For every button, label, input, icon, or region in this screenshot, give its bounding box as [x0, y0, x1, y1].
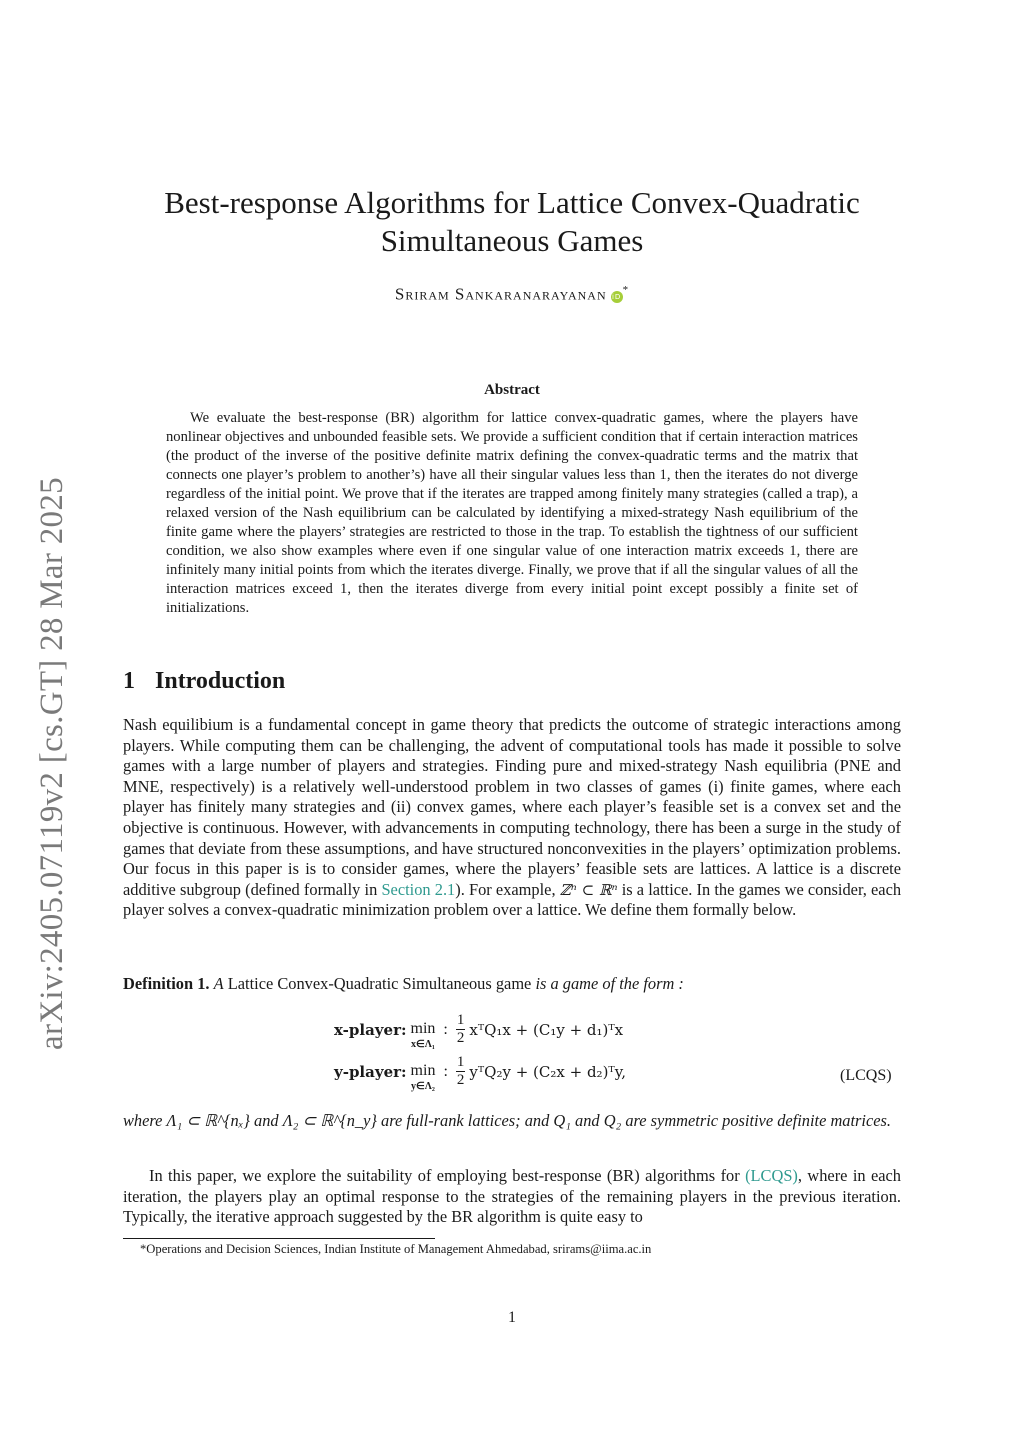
- y-colon: :: [443, 1063, 448, 1080]
- orcid-icon[interactable]: iD: [611, 292, 622, 301]
- lcqs-link[interactable]: (LCQS): [745, 1166, 798, 1185]
- title-line-1: Best-response Algorithms for Lattice Convex-Quadratic: [164, 185, 860, 220]
- equation-label: (LCQS): [840, 1067, 892, 1084]
- x-min-operator: min: [410, 1020, 436, 1037]
- y-min-subscript: y∈Λ₂: [411, 1081, 435, 1092]
- section-heading: [123, 668, 285, 695]
- section-number: 1: [123, 668, 135, 694]
- br-text-1: In this paper, we explore the suitability of employing best-response (BR) algorithms for: [149, 1166, 746, 1185]
- footnote: *Operations and Decision Sciences, Indian Institute of Management Ahmedabad, srirams@iima.ac.in: [140, 1242, 652, 1256]
- y-objective: yᵀQ₂y + (C₂x + d₂)ᵀy,: [469, 1063, 626, 1081]
- intro-text-1: Nash equilibium is a fundamental concept in game theory that predicts the outcome of strategic interactions among players. While computing them can be challenging, the advent of computational tools has made it possible to solve games with a large number of players and strategies. Finding pure and mixed-strategy Nash equilibria (PNE and MNE, respectively) is a relatively well-understood problem in two classes of games (i) finite games, where each player has finitely many strategies and (ii) convex games, where each player’s feasible set is a convex set and the objective is continuous. However, with advancements in computing technology, there has been a surge in the study of games that deviate from these assumptions, and have structured nonconvexities in the players’ optimization problems. Our focus in this paper is is to consider games, where the players’ feasible sets are lattices. A lattice is a discrete additive subgroup (defined formally in: [123, 715, 901, 899]
- title-line-2: Simultaneous Games: [380, 223, 644, 258]
- footnote-rule: [123, 1238, 435, 1239]
- definition-post: is a game of the form :: [535, 974, 684, 993]
- x-colon: :: [443, 1021, 448, 1038]
- intro-text-2: ). For example,: [455, 879, 560, 899]
- y-half-fraction: $\frac{1}{2}$: [456, 1054, 465, 1088]
- definition-label: Definition 1.: [123, 974, 210, 993]
- definition-name: Lattice Convex-Quadratic Simultaneous game: [227, 974, 532, 993]
- paper-title: [100, 184, 924, 260]
- intro-text-3: is a lattice. In the games we consider, each player solves a convex-quadratic minimization problem over a lattice. We define them formally below.: [123, 879, 902, 920]
- y-min-operator: min: [410, 1062, 436, 1079]
- x-half-fraction: $\frac{1}{2}$: [456, 1012, 465, 1046]
- lattice-example-math: ℤⁿ ⊂ ℝⁿ: [559, 880, 618, 899]
- x-objective: xᵀQ₁x + (C₁y + d₁)ᵀx: [469, 1021, 624, 1039]
- y-player-label: y-player:: [334, 1063, 407, 1081]
- y-player-equation: [334, 1054, 626, 1095]
- definition-where-clause: where Λ₁ ⊂ ℝ^{nₓ} and Λ₂ ⊂ ℝ^{n_y} are full-rank lattices; and Q₁ and Q₂ are symmetric positive definite matrices.: [123, 1111, 892, 1130]
- author-footnote-mark: *: [622, 284, 630, 296]
- abstract-heading: Abstract: [484, 382, 540, 398]
- intro-paragraph: [123, 715, 901, 921]
- definition-1: [123, 974, 901, 995]
- x-player-label: x-player:: [334, 1021, 407, 1039]
- definition-pre: A: [213, 974, 224, 993]
- author-line: [100, 284, 924, 305]
- br-paragraph: [123, 1166, 901, 1228]
- abstract-body: We evaluate the best-response (BR) algorithm for lattice convex-quadratic games, where the players have nonlinear objectives and unbounded feasible sets. We provide a sufficient condition that if certain interaction matrices (the product of the inverse of the positive definite matrix defining the convex-quadratic terms and the matrix that connects one player’s problem to another’s) have all their singular values less than 1, then the iterates do not diverge regardless of the initial point. We prove that if the iterates are trapped among finitely many strategies (called a trap), a relaxed version of the Nash equilibrium can be calculated by identifying a mixed-strategy Nash equilibrium of the finite game where the players’ strategies are restricted to those in the trap. To establish the tightness of our sufficient condition, we also show examples where even if one singular value of one interaction matrix exceeds 1, there are infinitely many initial points from which the iterates diverge. Finally, we prove that if all the singular values of all the interaction matrices exceed 1, then the iterates diverge from every initial point except possibly a finite set of initializations.: [166, 410, 858, 616]
- arxiv-identifier: arXiv:2405.07119v2 [cs.GT] 28 Mar 2025: [34, 477, 70, 1050]
- x-player-equation: [334, 1012, 623, 1053]
- section-title: Introduction: [155, 668, 286, 694]
- section-2-1-link[interactable]: Section 2.1: [381, 879, 456, 899]
- author-name: Sriram Sankaranarayanan: [394, 284, 607, 304]
- page-number: 1: [508, 1309, 516, 1326]
- x-min-subscript: x∈Λ₁: [411, 1039, 435, 1050]
- br-text-2: , where in each iteration, the players play an optimal response to the strategies of the remaining players in the previous iteration. Typically, the iterative approach suggested by the BR algorithm is quite easy to: [123, 1166, 901, 1227]
